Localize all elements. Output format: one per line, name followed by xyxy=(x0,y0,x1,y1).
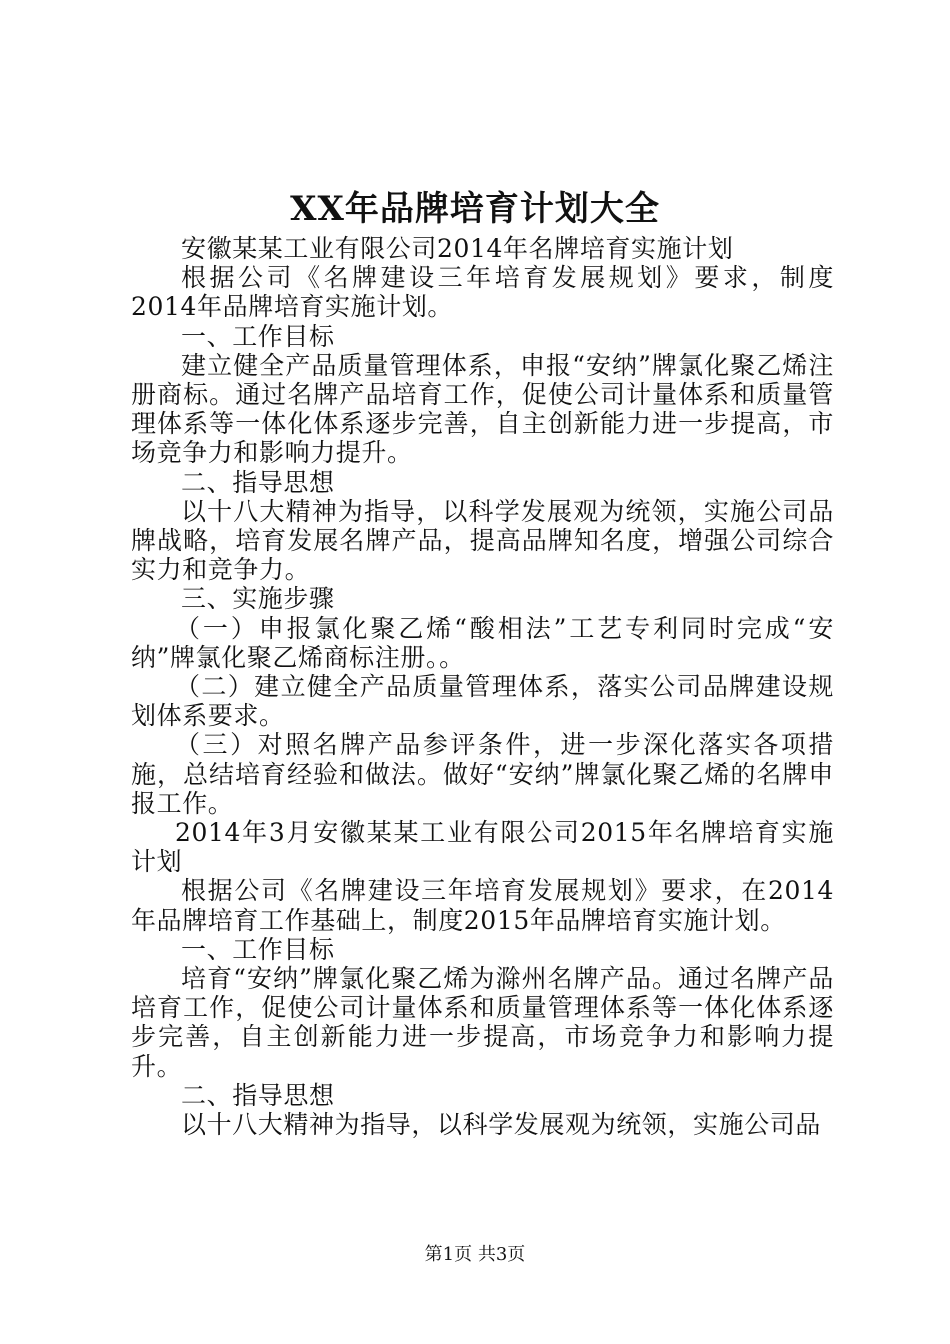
document-body xyxy=(131,234,834,1139)
paragraph-step-two: （二）建立健全产品质量管理体系，落实公司品牌建设规划体系要求。 xyxy=(131,672,834,731)
heading-work-goal-2014: 一、工作目标 xyxy=(181,321,335,351)
paragraph-company-plan-2014: 安徽某某工业有限公司2014年名牌培育实施计划 xyxy=(181,234,734,263)
paragraph-work-goal-2015: 培育“安纳”牌氯化聚乙烯为滁州名牌产品。通过名牌产品培育工作，促使公司计量体系和质量管理体系等一体化体系逐步完善，自主创新能力进一步提高，市场竞争力和影响力提升。 xyxy=(131,964,834,1081)
paragraph-guiding-thought-2015: 以十八大精神为指导，以科学发展观为统领，实施公司品 xyxy=(181,1110,822,1140)
heading-work-goal-2015: 一、工作目标 xyxy=(181,934,335,964)
paragraph-step-three: （三）对照名牌产品参评条件，进一步深化落实各项措施，总结培育经验和做法。做好“安纳”牌氯化聚乙烯的名牌申报工作。 xyxy=(131,730,834,818)
paragraph-step-one: （一）申报氯化聚乙烯“酸相法”工艺专利同时完成“安纳”牌氯化聚乙烯商标注册。。 xyxy=(131,613,834,672)
paragraph-company-plan-2015: 2014年3月安徽某某工业有限公司2015年名牌培育实施计划 xyxy=(131,818,834,877)
heading-implementation-steps: 三、实施步骤 xyxy=(181,584,335,614)
heading-guiding-thought-2014: 二、指导思想 xyxy=(181,467,335,497)
paragraph-intro-2015: 根据公司《名牌建设三年培育发展规划》要求，在2014年品牌培育工作基础上，制度2015年品牌培育实施计划。 xyxy=(131,876,834,935)
paragraph-intro-2014: 根据公司《名牌建设三年培育发展规划》要求，制度2014年品牌培育实施计划。 xyxy=(131,263,834,322)
page-footer: 第1页 共3页 xyxy=(424,1244,526,1265)
heading-guiding-thought-2015: 二、指导思想 xyxy=(181,1080,335,1110)
paragraph-guiding-thought-2014: 以十八大精神为指导，以科学发展观为统领，实施公司品牌战略，培育发展名牌产品，提高品牌知名度，增强公司综合实力和竞争力。 xyxy=(131,496,834,585)
document-title: XX年品牌培育计划大全 xyxy=(290,189,660,229)
paragraph-work-goal-2014: 建立健全产品质量管理体系，申报“安纳”牌氯化聚乙烯注册商标。通过名牌产品培育工作，促使公司计量体系和质量管理体系等一体化体系逐步完善，自主创新能力进一步提高，市场竞争力和影响力提升。 xyxy=(131,350,834,468)
